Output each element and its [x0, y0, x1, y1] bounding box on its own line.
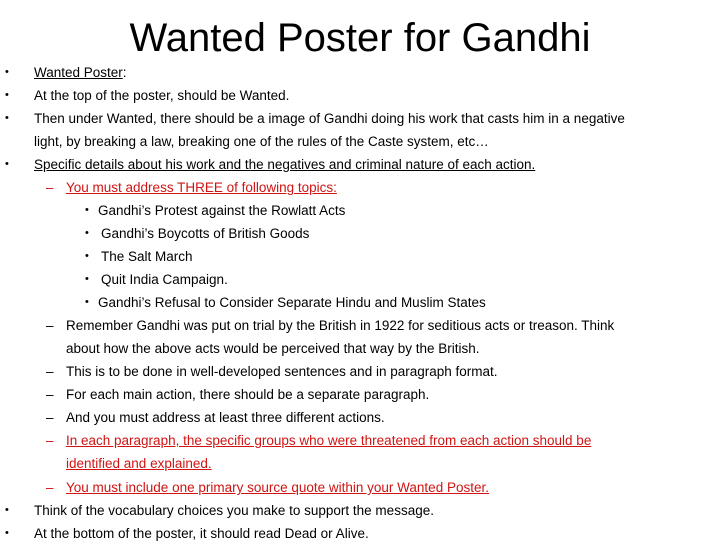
list-item: Specific details about his work and the negatives and criminal nature of each action.	[34, 157, 536, 172]
topic-item: Gandhi’s Refusal to Consider Separate Hindu and Muslim States	[98, 295, 486, 310]
sub-item: Remember Gandhi was put on trial by the British in 1922 for seditious acts or treason. Think	[66, 318, 615, 333]
dash-marker: –	[46, 480, 54, 495]
sub-item: You must include one primary source quote within your Wanted Poster.	[66, 480, 489, 495]
bullet-dot: •	[85, 204, 89, 216]
bullet-dot: •	[5, 527, 9, 539]
list-item: Think of the vocabulary choices you make to support the message.	[34, 503, 434, 518]
bullet-dot: •	[85, 250, 89, 262]
bullet-dot: •	[85, 296, 89, 308]
list-item: Wanted Poster:	[34, 65, 127, 80]
bullet-dot: •	[5, 66, 9, 78]
slide-title: Wanted Poster for Gandhi	[129, 16, 591, 60]
sub-item: For each main action, there should be a separate paragraph.	[66, 387, 430, 402]
dash-marker: –	[46, 180, 54, 195]
bullet-dot: •	[5, 158, 9, 170]
sub-item: In each paragraph, the specific groups who were threatened from each action should be	[66, 433, 592, 448]
topic-item: Gandhi’s Protest against the Rowlatt Acts	[98, 203, 346, 218]
bullet-dot: •	[85, 227, 89, 239]
topic-item: Quit India Campaign.	[101, 272, 228, 287]
bullet-dot: •	[5, 89, 9, 101]
sub-item-continued: about how the above acts would be perceived that way by the British.	[66, 341, 480, 356]
dash-marker: –	[46, 318, 54, 333]
wanted-poster-heading: Wanted Poster	[34, 65, 123, 80]
dash-marker: –	[46, 433, 54, 448]
bullet-dot: •	[85, 273, 89, 285]
sub-item: And you must address at least three different actions.	[66, 410, 385, 425]
sub-item: This is to be done in well-developed sentences and in paragraph format.	[66, 364, 498, 379]
list-item: At the bottom of the poster, it should read Dead or Alive.	[34, 526, 369, 541]
dash-marker: –	[46, 364, 54, 379]
list-item-continued: light, by breaking a law, breaking one of the rules of the Caste system, etc…	[34, 134, 489, 149]
sub-item: You must address THREE of following topics:	[66, 180, 337, 195]
topic-item: The Salt March	[101, 249, 193, 264]
bullet-dot: •	[5, 112, 9, 124]
list-item: At the top of the poster, should be Wanted.	[34, 88, 290, 103]
dash-marker: –	[46, 387, 54, 402]
sub-item-continued: identified and explained.	[66, 456, 212, 471]
dash-marker: –	[46, 410, 54, 425]
bullet-dot: •	[5, 504, 9, 516]
list-item: Then under Wanted, there should be a image of Gandhi doing his work that casts him in a negative	[34, 111, 625, 126]
topic-item: Gandhi’s Boycotts of British Goods	[101, 226, 310, 241]
